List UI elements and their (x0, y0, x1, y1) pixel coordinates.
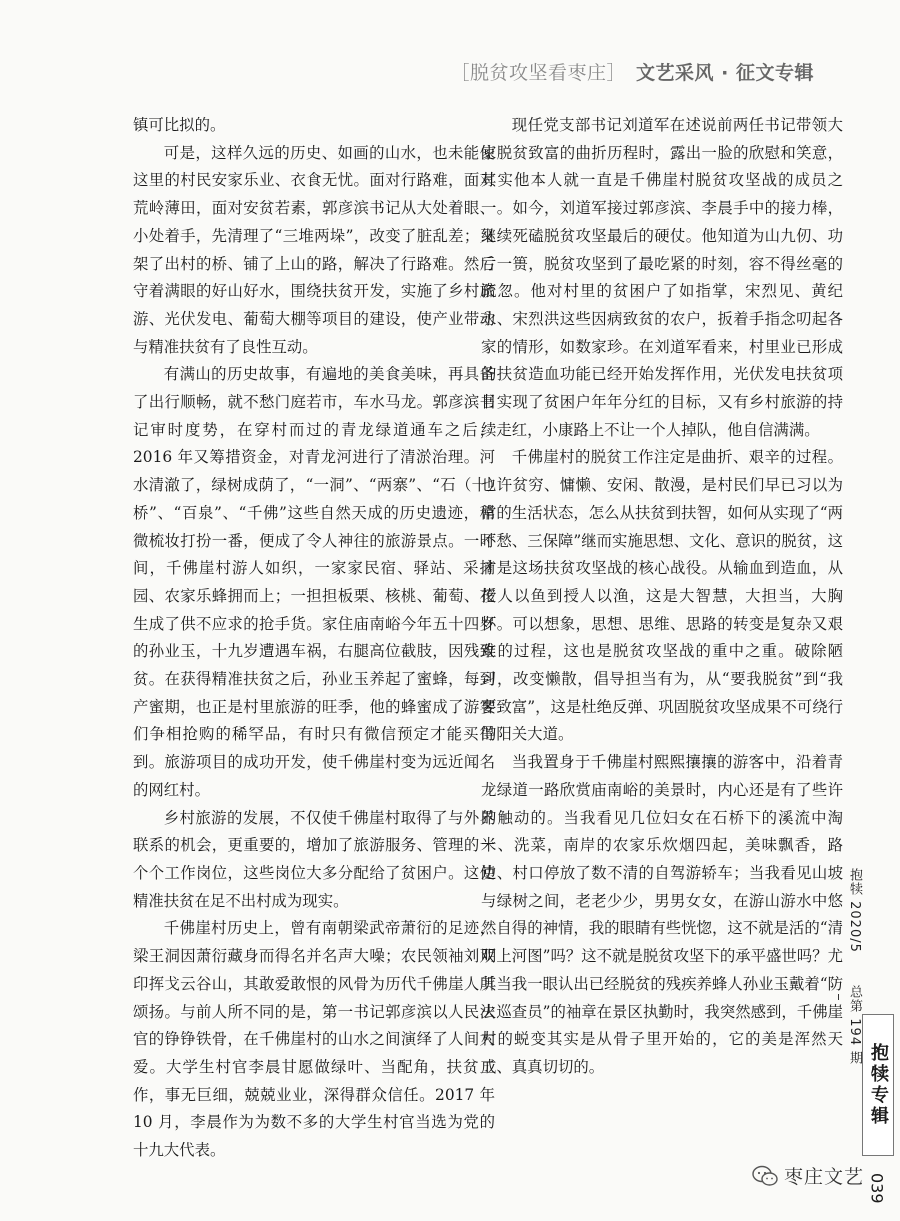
total-issue-label: 总第 194 期 (847, 985, 862, 1066)
watermark (752, 1162, 864, 1189)
page-header (451, 58, 814, 85)
paragraph: 镇可比拟的。 (133, 116, 226, 134)
left-column (133, 112, 495, 1165)
header-bracket-title: ［脱贫攻坚看枣庄］ (450, 62, 627, 84)
paragraph: 千佛崖村的脱贫工作注定是曲折、艰辛的过程。也许贫穷、慵懒、安闲、散漫，是村民们早已习以为常的生活状态，怎么从扶贫到扶智，如何从实现了“两不愁、三保障”继而实施思想、文化、意识的脱贫，这才是这场扶贫攻坚战的核心战役。从输血到造血，从授人以鱼到授人以渔，这是大智慧，大担当，大胸怀。可以想象，思想、思维、思路的转变是复杂又艰难的过程，这也是脱贫攻坚战的重中之重。破除陋习，改变懒散，倡导担当有为，从“要我脱贫”到“我要致富”，这是杜绝反弹、巩固脱贫攻坚成果不可绕行的阳关大道。 (481, 448, 843, 744)
paragraph: 现任党支部书记刘道军在述说前两任书记带领大家脱贫致富的曲折历程时，露出一脸的欣慰和笑意，其实他本人就一直是千佛崖村脱贫攻坚战的成员之一。如今，刘道军接过郭彦滨、李晨手中的接力棒，继续死磕脱贫攻坚最后的硬仗。他知道为山九仞、功亏一篑，脱贫攻坚到了最吃紧的时刻，容不得丝毫的疏忽。他对村里的贫困户了如指掌，宋烈见、黄纪永、宋烈洪这些因病致贫的农户，扳着手指念叨起各家的情形，如数家珍。在刘道军看来，村里业已形成的扶贫造血功能已经开始发挥作用，光伏发电扶贫项目实现了贫困户年年分红的目标，又有乡村旅游的持续走红，小康路上不让一个人掉队，他自信满满。 (481, 116, 843, 439)
paragraph: 可是，这样久远的历史、如画的山水，也未能使这里的村民安家乐业、衣食无忧。面对行路难，面对荒岭薄田，面对安贫若素，郭彦滨书记从大处着眼、小处着手，先清理了“三堆两垛”，改变了脏乱差；又架了出村的桥、铺了上山的路，解决了行路难。然后守着满眼的好山好水，围绕扶贫开发，实施了乡村旅游、光伏发电、葡萄大棚等项目的建设，使产业带动与精准扶贫有了良性互动。 (133, 143, 495, 356)
issue-label: 抱犊 2020/5 (847, 868, 862, 953)
paragraph: 乡村旅游的发展，不仅使千佛崖村取得了与外界联系的机会，更重要的，增加了旅游服务、管理的一个个工作岗位，这些岗位大多分配给了贫困户。这使精准扶贫在足不出村成为现实。 (133, 808, 495, 910)
header-column-name: 文艺采风 · 征文专辑 (636, 62, 814, 84)
paragraph: 当我置身于千佛崖村熙熙攘攘的游客中，沿着青龙绿道一路欣赏庙南峪的美景时，内心还是有了些许的触动的。当我看见几位妇女在石桥下的溪流中淘米、洗菜，南岸的农家乐炊烟四起，美味飘香，路边、村口停放了数不清的自驾游轿车；当我看见山坡与绿树之间，老老少少，男男女女，在游山游水中悠然自得的神情，我的眼睛有些恍惚，这不就是活的“清明上河图”吗？这不就是脱贫攻坚下的承平盛世吗？尤其当我一眼认出已经脱贫的残疾养蜂人孙业玉戴着“防火巡查员”的袖章在景区执勤时，我突然感到，千佛崖村的蜕变其实是从骨子里开始的，它的美是浑然天成、真真切切的。 (481, 753, 843, 1076)
paragraph: 千佛崖村历史上，曾有南朝梁武帝萧衍的足迹，梁王洞因萧衍藏身而得名并名声大噪；农民领袖刘双印挥戈云谷山，其敢爱敢恨的风骨为历代千佛崖人所颂扬。与前人所不同的是，第一书记郭彦滨以人民法官的铮铮铁骨，在千佛崖村的山水之间演绎了人间大爱。大学生村官李晨甘愿做绿叶、当配角，扶贫工作，事无巨细，兢兢业业，深得群众信任。2017 年 10 月，李晨作为为数不多的大学生村官当选为党的十九大代表。 (133, 919, 495, 1160)
paragraph: 有满山的历史故事，有遍地的美食美味，再具备了出行顺畅，就不愁门庭若市，车水马龙。郭彦滨书记审时度势，在穿村而过的青龙绿道通车之后，2016 年又筹措资金，对青龙河进行了清淤治理。河水清澈了，绿树成荫了，“一洞”、“两寨”、“石（十）桥”、“百泉”、“千佛”这些自然天成的历史遗迹，稍微梳妆打扮一番，便成了令人神往的旅游景点。一时间，千佛崖村游人如织，一家家民宿、驿站、采摘园、农家乐蜂拥而上；一担担板栗、核桃、葡萄、花生成了供不应求的抢手货。家住庙南峪今年五十四岁的孙业玉，十九岁遭遇车祸，右腿高位截肢，因残致贫。在获得精准扶贫之后，孙业玉养起了蜜蜂，每到产蜜期，也正是村里旅游的旺季，他的蜂蜜成了游客们争相抢购的稀罕品，有时只有微信预定才能买得到。旅游项目的成功开发，使千佛崖村变为远近闻名的网红村。 (133, 365, 495, 799)
wechat-icon (752, 1165, 778, 1187)
right-column (481, 112, 843, 1082)
watermark-text: 枣庄文艺 (784, 1166, 865, 1188)
badge-label: 抱犊专辑 (868, 1043, 889, 1127)
column-badge (862, 1014, 894, 1156)
issue-info (836, 868, 864, 1065)
page-number: 039 (867, 1172, 887, 1204)
